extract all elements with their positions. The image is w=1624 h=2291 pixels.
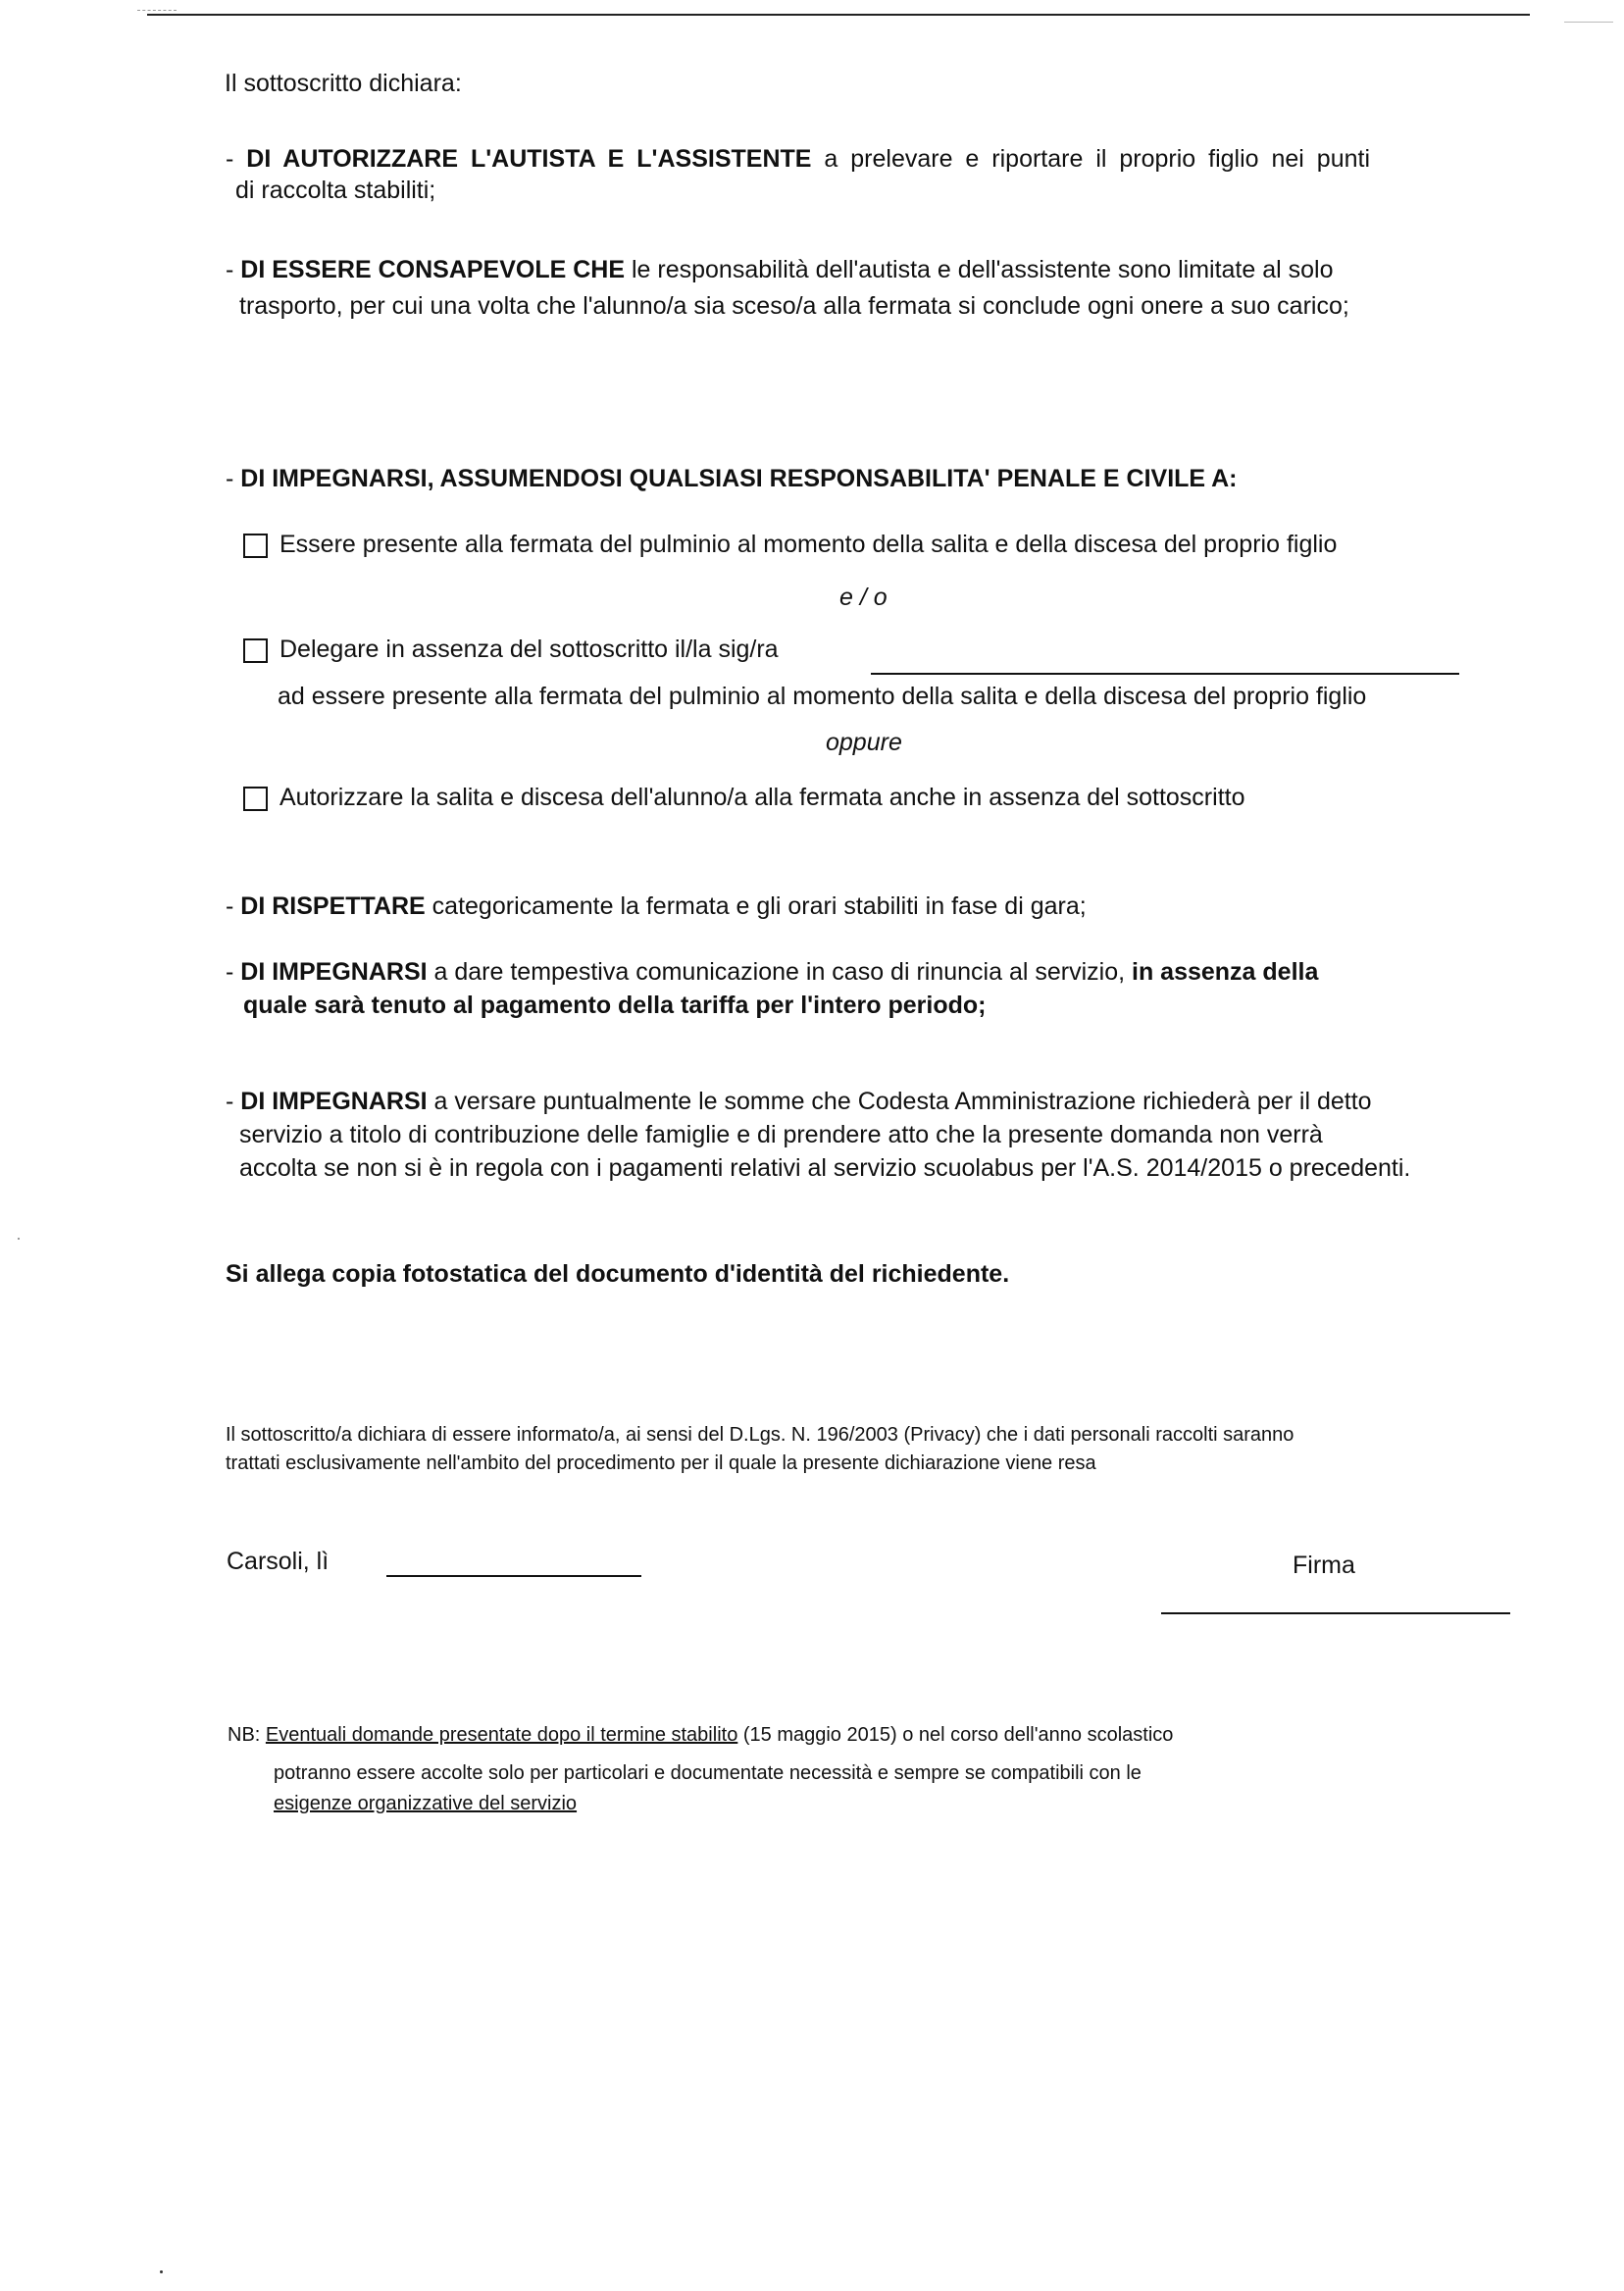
clause-autorizzare-bold: DI AUTORIZZARE L'AUTISTA E L'ASSISTENTE — [246, 145, 812, 173]
option-autorizzare-salita-label: Autorizzare la salita e discesa dell'alunno/a alla fermata anche in assenza del sottoscritto — [279, 784, 1245, 811]
nb-rest: (15 maggio 2015) o nel corso dell'anno scolastico — [737, 1724, 1174, 1746]
privacy-line1: Il sottoscritto/a dichiara di essere informato/a, ai sensi del D.Lgs. N. 196/2003 (Privacy) che i dati personali raccolti saranno — [226, 1424, 1294, 1446]
nb-line3: esigenze organizzative del servizio — [274, 1793, 578, 1814]
clause-consapevole-text: le responsabilità dell'autista e dell'assistente sono limitate al solo — [625, 256, 1334, 283]
privacy-line2: trattati esclusivamente nell'ambito del procedimento per il quale la presente dichiarazione viene resa — [226, 1452, 1096, 1474]
option-essere-presente-label: Essere presente alla fermata del pulminio al momento della salita e della discesa del proprio figlio — [279, 531, 1338, 558]
option-delegare-line2: ad essere presente alla fermata del pulminio al momento della salita e della discesa del proprio figlio — [278, 683, 1367, 710]
clause-rispettare-text: categoricamente la fermata e gli orari stabiliti in fase di gara; — [425, 892, 1087, 920]
separator-e-o: e / o — [839, 584, 888, 611]
nb-line2: potranno essere accolte solo per particolari e documentate necessità e sempre se compatibili con le — [274, 1762, 1142, 1784]
clause-versare-line2: servizio a titolo di contribuzione delle famiglie e di prendere atto che la presente domanda non verrà — [239, 1121, 1323, 1148]
clause-versare-text: a versare puntualmente le somme che Codesta Amministrazione richiederà per il detto — [427, 1088, 1372, 1115]
clause-autorizzare-text: a prelevare e riportare il proprio figlio nei punti — [811, 145, 1371, 173]
clause-comunicazione-line2: quale sarà tenuto al pagamento della tariffa per l'intero periodo; — [243, 992, 987, 1019]
nb-line1 — [228, 1720, 1173, 1750]
checkbox-essere-presente[interactable] — [243, 534, 268, 558]
delegate-name-line[interactable] — [871, 673, 1459, 675]
clause-versare: - DI IMPEGNARSI a versare puntualmente le somme che Codesta Amministrazione richiederà per il detto — [226, 1088, 1372, 1115]
checkbox-autorizzare-salita[interactable] — [243, 787, 268, 811]
clause-versare-bold: DI IMPEGNARSI — [240, 1088, 428, 1115]
clause-rispettare-bold: DI RISPETTARE — [240, 892, 426, 920]
clause-comunicazione-bold: DI IMPEGNARSI — [240, 958, 428, 986]
clause-rispettare: - DI RISPETTARE categoricamente la fermata e gli orari stabiliti in fase di gara; — [226, 892, 1087, 920]
signature-line[interactable] — [1161, 1612, 1510, 1614]
scan-speck-left — [18, 1238, 20, 1240]
option-essere-presente[interactable] — [243, 528, 1337, 561]
place-date-label: Carsoli, lì — [227, 1548, 330, 1575]
clause-comunicazione-bold2: in assenza della — [1132, 958, 1319, 986]
separator-oppure: oppure — [826, 729, 902, 756]
clause-versare-line3: accolta se non si è in regola con i pagamenti relativi al servizio scuolabus per l'A.S. 2014/2015 o precedenti. — [239, 1154, 1411, 1182]
top-rule — [147, 14, 1530, 16]
checkbox-delegare[interactable] — [243, 638, 268, 663]
clause-consapevole-line2: trasporto, per cui una volta che l'alunno/a sia sceso/a alla fermata si conclude ogni onere a suo carico; — [239, 292, 1349, 320]
clause-comunicazione: - DI IMPEGNARSI a dare tempestiva comunicazione in caso di rinuncia al servizio, in assenza della — [226, 958, 1319, 986]
date-line[interactable] — [386, 1575, 641, 1577]
intro-text: Il sottoscritto dichiara: — [225, 70, 462, 97]
allegato-note: Si allega copia fotostatica del documento d'identità del richiedente. — [226, 1260, 1010, 1288]
option-delegare-label: Delegare in assenza del sottoscritto il/la sig/ra — [279, 636, 779, 663]
clause-impegnarsi-heading-bold: DI IMPEGNARSI, ASSUMENDOSI QUALSIASI RESPONSABILITA' PENALE E CIVILE A: — [240, 465, 1238, 492]
clause-impegnarsi-heading: - DI IMPEGNARSI, ASSUMENDOSI QUALSIASI RESPONSABILITA' PENALE E CIVILE A: — [226, 465, 1238, 492]
clause-comunicazione-text: a dare tempestiva comunicazione in caso di rinuncia al servizio, — [427, 958, 1132, 986]
clause-autorizzare-line2: di raccolta stabiliti; — [235, 177, 436, 204]
top-rule-faint — [1564, 22, 1613, 23]
scan-speck — [160, 2270, 163, 2273]
clause-consapevole-bold: DI ESSERE CONSAPEVOLE CHE — [240, 256, 626, 283]
clause-autorizzare: - DI AUTORIZZARE L'AUTISTA E L'ASSISTENTE a prelevare e riportare il proprio figlio nei punti — [226, 145, 1371, 173]
firma-label: Firma — [1293, 1552, 1355, 1579]
option-delegare[interactable] — [243, 633, 779, 666]
clause-consapevole: - DI ESSERE CONSAPEVOLE CHE le responsabilità dell'autista e dell'assistente sono limitate al solo — [226, 256, 1334, 283]
nb-underlined: Eventuali domande presentate dopo il termine stabilito — [265, 1724, 738, 1746]
option-autorizzare-salita[interactable] — [243, 781, 1245, 814]
scan-edge-dashes — [137, 10, 177, 11]
nb-label: NB: — [228, 1724, 261, 1746]
